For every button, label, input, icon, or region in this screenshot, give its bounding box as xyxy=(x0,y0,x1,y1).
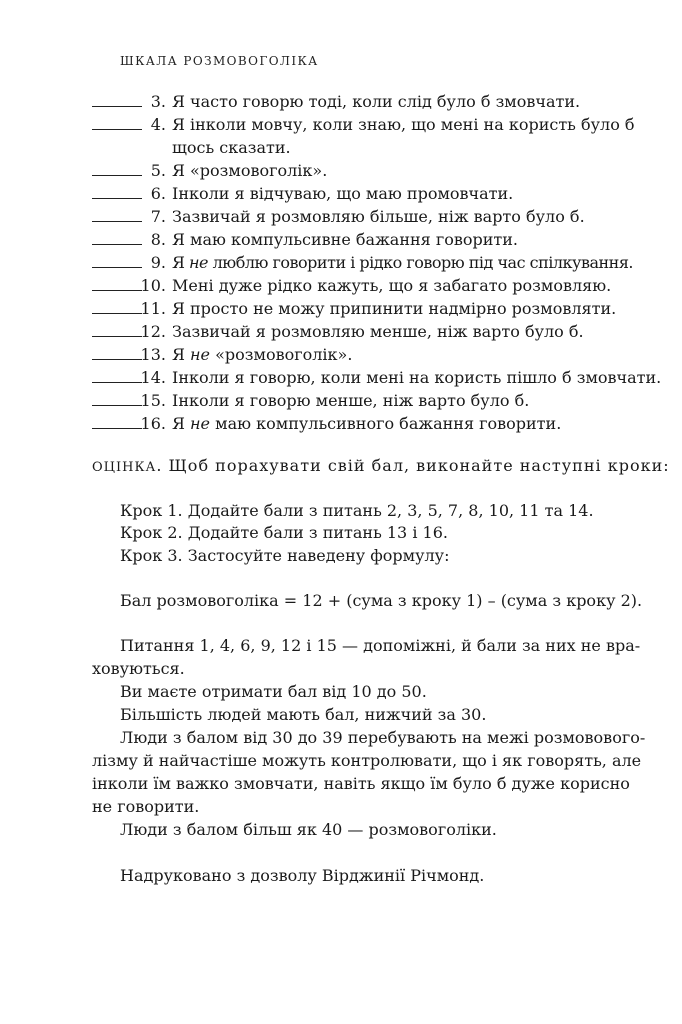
note-borderline-line4: не говорити. xyxy=(92,797,200,816)
question-text: Зазвичай я розмовляю більше, ніж варто було б. xyxy=(172,207,585,226)
question-text: Інколи я відчуваю, що маю промовчати. xyxy=(172,184,514,203)
question-number: 10. xyxy=(140,276,166,295)
answer-blank xyxy=(92,405,142,406)
question-text-post: «розмовоголік». xyxy=(210,345,353,364)
formula: Бал розмовоголіка = 12 + (сума з кроку 1) – (сума з кроку 2). xyxy=(120,591,643,610)
question-number: 6. xyxy=(150,184,166,203)
question-text: Інколи я говорю, коли мені на користь пішло б змовчати. xyxy=(172,368,662,387)
note-auxiliary-line1: Питання 1, 4, 6, 9, 12 і 15 — допоміжні, й бали за них не вра- xyxy=(120,636,641,655)
question-text: Я інколи мовчу, коли знаю, що мені на користь було б xyxy=(172,115,635,134)
step-3: Крок 3. Застосуйте наведену формулу: xyxy=(120,546,450,565)
question-text-pre: Я xyxy=(172,253,190,272)
question-text-post: люблю говорити і рідко говорю під час спілкування. xyxy=(208,253,633,272)
question-text: Інколи я говорю менше, ніж варто було б. xyxy=(172,391,530,410)
note-borderline-line3: інколи їм важко змовчати, навіть якщо їм було б дуже корисно xyxy=(92,774,630,793)
question-emphasis: не xyxy=(189,253,209,272)
question-number: 11. xyxy=(140,299,166,318)
question-text: Я «розмовоголік». xyxy=(172,161,328,180)
question-number: 13. xyxy=(140,345,166,364)
answer-blank xyxy=(92,198,142,199)
scoring-intro-text: . Щоб порахувати свій бал, виконайте наступні кроки: xyxy=(156,456,670,475)
question-number: 12. xyxy=(140,322,166,341)
question-text-continued: щось сказати. xyxy=(172,138,291,157)
note-borderline-line2: лізму й найчастіше можуть контролювати, що і як говорять, але xyxy=(92,751,642,770)
answer-blank xyxy=(92,382,142,383)
question-text xyxy=(172,253,633,272)
answer-blank xyxy=(92,129,142,130)
question-text-pre: Я xyxy=(172,345,191,364)
note-auxiliary-line2: ховуються. xyxy=(92,659,185,678)
permission-credit: Надруковано з дозволу Вірджинії Річмонд. xyxy=(120,866,485,885)
question-number: 7. xyxy=(150,207,166,226)
question-number: 4. xyxy=(150,115,166,134)
question-number: 8. xyxy=(150,230,166,249)
answer-blank xyxy=(92,244,142,245)
note-range: Ви маєте отримати бал від 10 до 50. xyxy=(120,682,427,701)
question-number: 14. xyxy=(140,368,166,387)
answer-blank xyxy=(92,175,142,176)
answer-blank xyxy=(92,428,142,429)
question-text-pre: Я xyxy=(172,414,191,433)
step-1: Крок 1. Додайте бали з питань 2, 3, 5, 7, 8, 10, 11 та 14. xyxy=(120,501,594,520)
question-number: 15. xyxy=(140,391,166,410)
answer-blank xyxy=(92,336,142,337)
question-emphasis: не xyxy=(190,345,211,364)
answer-blank xyxy=(92,290,142,291)
answer-blank xyxy=(92,106,142,107)
scoring-label: ОЦІНКА xyxy=(92,460,157,475)
answer-blank xyxy=(92,313,142,314)
note-borderline-line1: Люди з балом від 30 до 39 перебувають на межі розмовового- xyxy=(120,728,646,747)
question-number: 9. xyxy=(150,253,166,272)
question-emphasis: не xyxy=(190,414,211,433)
question-text: Мені дуже рідко кажуть, що я забагато розмовляю. xyxy=(172,276,612,295)
note-talkaholics: Люди з балом більш як 40 — розмовоголіки. xyxy=(120,820,497,839)
question-text: Зазвичай я розмовляю менше, ніж варто було б. xyxy=(172,322,584,341)
answer-blank xyxy=(92,359,142,360)
question-text xyxy=(172,414,561,433)
question-text: Я часто говорю тоді, коли слід було б змовчати. xyxy=(172,92,581,111)
running-header: ШКАЛА РОЗМОВОГОЛІКА xyxy=(120,54,319,68)
question-number: 16. xyxy=(140,414,166,433)
question-text: Я маю компульсивне бажання говорити. xyxy=(172,230,518,249)
scoring-intro xyxy=(92,456,670,475)
question-number: 5. xyxy=(150,161,166,180)
question-text: Я просто не можу припинити надмірно розмовляти. xyxy=(172,299,617,318)
question-text-post: маю компульсивного бажання говорити. xyxy=(210,414,562,433)
step-2: Крок 2. Додайте бали з питань 13 і 16. xyxy=(120,523,448,542)
question-number: 3. xyxy=(150,92,166,111)
answer-blank xyxy=(92,221,142,222)
note-majority: Більшість людей мають бал, нижчий за 30. xyxy=(120,705,487,724)
answer-blank xyxy=(92,267,142,268)
question-text xyxy=(172,345,352,364)
